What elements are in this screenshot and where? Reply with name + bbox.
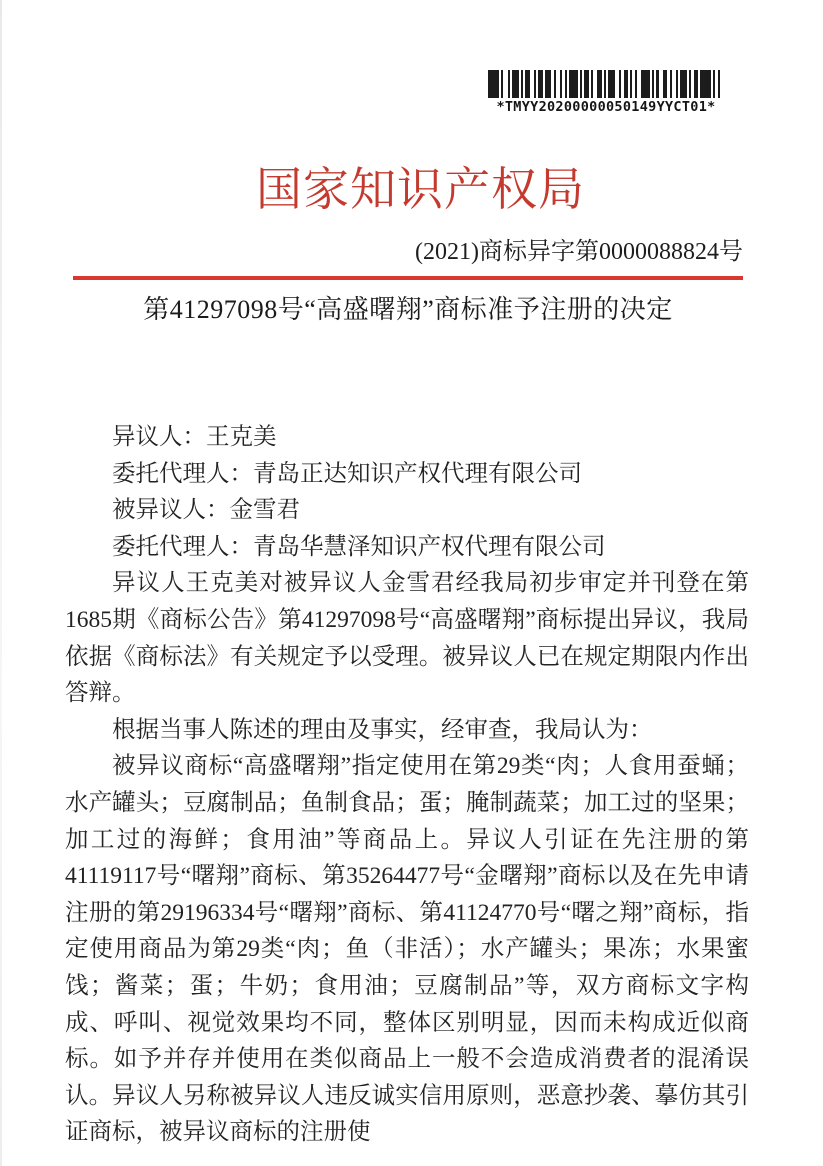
- barcode-icon: [488, 70, 724, 98]
- barcode-bar: [488, 70, 499, 98]
- party-line-opponent: 异议人：王克美: [112, 424, 277, 450]
- barcode-bar: [569, 70, 578, 98]
- party-line-respondent: 被异议人：金雪君: [112, 497, 300, 524]
- barcode-bar: [720, 70, 724, 98]
- barcode-bar: [641, 70, 650, 98]
- barcode-bar: [700, 70, 711, 98]
- party-line-opponent-agent: 委托代理人：青岛正达知识产权代理有限公司: [112, 460, 582, 487]
- red-divider-rule: [73, 276, 743, 280]
- body-paragraph: 异议人王克美对被异议人金雪君经我局初步审定并刊登在第1685期《商标公告》第41297098号“高盛曙翔”商标提出异议，我局依据《商标法》有关规定予以受理。被异议人已在规定期限内作出答辩。: [65, 570, 749, 707]
- party-line-respondent-agent: 委托代理人：青岛华慧泽知识产权代理有限公司: [112, 533, 606, 560]
- document-number: (2021)商标异字第0000088824号: [415, 239, 743, 265]
- body-paragraph: 根据当事人陈述的理由及事实，经审查，我局认为：: [112, 716, 653, 743]
- barcode: [488, 70, 724, 115]
- document-body: [65, 419, 749, 1151]
- barcode-text: *TMYY20200000050149YYCT01*: [496, 99, 716, 115]
- body-paragraph: 被异议商标“高盛曙翔”指定使用在第29类“肉；人食用蚕蛹；水产罐头；豆腐制品；鱼制食品；蛋；腌制蔬菜；加工过的坚果；加工过的海鲜；食用油”等商品上。异议人引证在先注册的第41119117号“曙翔”商标、第35264477号“金曙翔”商标以及在先申请注册的第29196334号“曙翔”商标、第41124770号“曙之翔”商标，指定使用商品为第29类“肉；鱼（非活）；水产罐头；果冻；水果蜜饯；酱菜；蛋；牛奶；食用油；豆腐制品”等，双方商标文字构成、呼叫、视觉效果均不同，整体区别明显，因而未构成近似商标。如予并存并使用在类似商品上一般不会造成消费者的混淆误认。异议人另称被异议人违反诚实信用原则，恶意抄袭、摹仿其引证商标，被异议商标的注册使: [65, 753, 749, 1146]
- decision-title: 第41297098号“高盛曙翔”商标准予注册的决定: [143, 295, 673, 324]
- agency-title: 国家知识产权局: [256, 164, 585, 215]
